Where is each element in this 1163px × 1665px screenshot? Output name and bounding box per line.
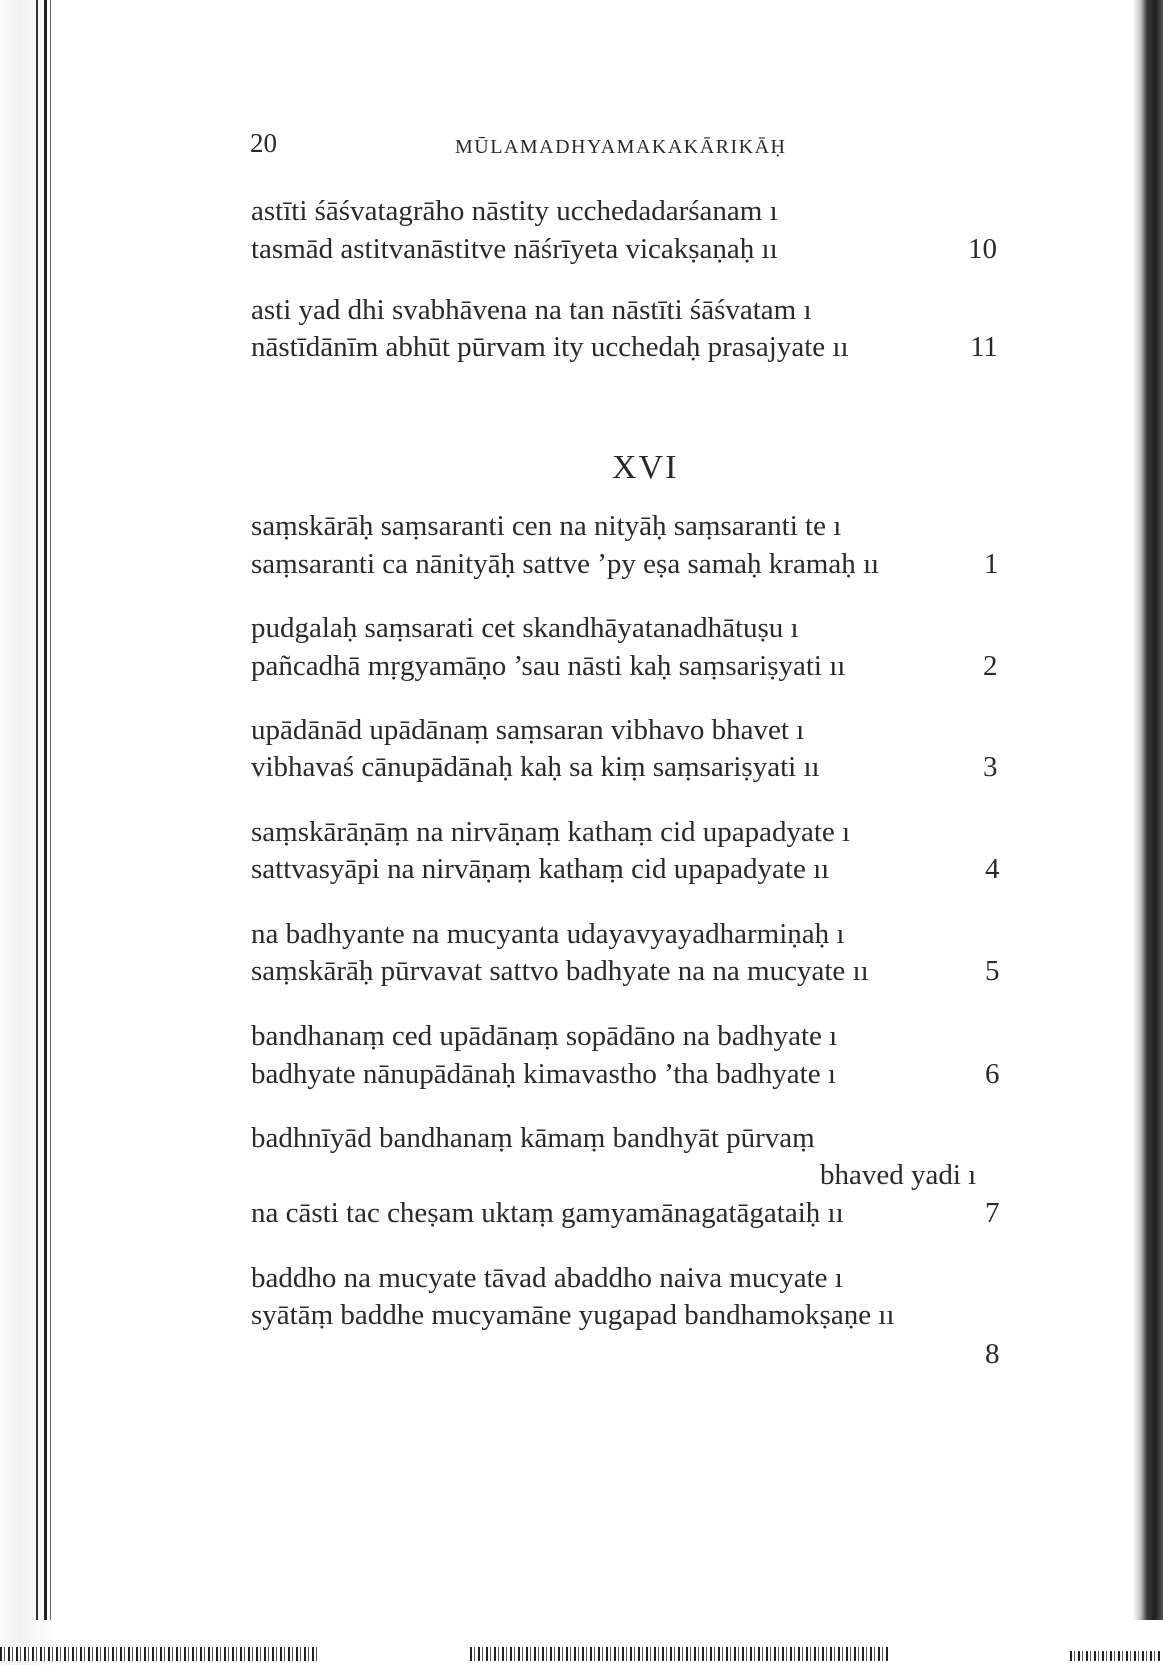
verse-number: 11 bbox=[970, 331, 998, 363]
verse-number: 2 bbox=[983, 650, 998, 682]
verse-line: na badhyante na mucyanta udayavyayadharmiṇaḥ ı bbox=[251, 918, 845, 950]
verse-number: 3 bbox=[983, 751, 998, 783]
verse-number: 7 bbox=[985, 1197, 1000, 1229]
verse-line: baddho na mucyate tāvad abaddho naiva mucyate ı bbox=[251, 1262, 843, 1294]
chapter-heading: XVI bbox=[612, 449, 679, 486]
verse-line: asti yad dhi svabhāvena na tan nāstīti śāśvatam ı bbox=[251, 294, 812, 326]
running-title: MŪLAMADHYAMAKAKĀRIKĀḤ bbox=[455, 136, 787, 158]
verse-line: tasmād astitvanāstitve nāśrīyeta vicakṣaṇaḥ ıı bbox=[251, 233, 778, 265]
verse-line: vibhavaś cānupādānaḥ kaḥ sa kiṃ saṃsariṣyati ıı bbox=[251, 751, 820, 783]
page-header bbox=[250, 128, 1050, 168]
verse-line: syātāṃ baddhe mucyamāne yugapad bandhamokṣaṇe ıı bbox=[251, 1299, 895, 1331]
verse-line: nāstīdānīm abhūt pūrvam ity ucchedaḥ prasajyate ıı bbox=[251, 331, 849, 363]
verse-line: pañcadhā mṛgyamāṇo ’sau nāsti kaḥ saṃsariṣyati ıı bbox=[251, 650, 846, 682]
verse-number: 8 bbox=[985, 1338, 1000, 1370]
verse-line: saṃsaranti ca nānityāḥ sattve ’py eṣa samaḥ kramaḥ ıı bbox=[251, 548, 880, 580]
verse-line: na cāsti tac cheṣam uktaṃ gamyamānagatāgataiḥ ıı bbox=[251, 1197, 844, 1229]
verse-number: 10 bbox=[968, 233, 997, 265]
page-number: 20 bbox=[250, 128, 277, 158]
verse-line-continuation: bhaved yadi ı bbox=[820, 1159, 977, 1191]
verse-line: saṃskārāṇāṃ na nirvāṇaṃ kathaṃ cid upapadyate ı bbox=[251, 816, 851, 848]
verse-line: bandhanaṃ ced upādānaṃ sopādāno na badhyate ı bbox=[251, 1020, 838, 1052]
verse-line: badhnīyād bandhanaṃ kāmaṃ bandhyāt pūrvaṃ bbox=[251, 1122, 815, 1154]
verse-line: saṃskārāḥ saṃsaranti cen na nityāḥ saṃsaranti te ı bbox=[251, 510, 842, 542]
verse-number: 5 bbox=[985, 955, 1000, 987]
verse-line: badhyate nānupādānaḥ kimavastho ’tha badhyate ı bbox=[251, 1058, 836, 1090]
verse-line: upādānād upādānaṃ saṃsaran vibhavo bhavet ı bbox=[251, 714, 805, 746]
verse-line: saṃskārāḥ pūrvavat sattvo badhyate na na mucyate ıı bbox=[251, 955, 869, 987]
verse-number: 4 bbox=[985, 853, 1000, 885]
verse-line: sattvasyāpi na nirvāṇaṃ kathaṃ cid upapadyate ıı bbox=[251, 853, 830, 885]
verse-number: 6 bbox=[985, 1058, 1000, 1090]
verse-number: 1 bbox=[984, 548, 999, 580]
verse-line: astīti śāśvatagrāho nāstity ucchedadarśanam ı bbox=[251, 195, 778, 227]
verse-line: pudgalaḥ saṃsarati cet skandhāyatanadhātuṣu ı bbox=[251, 612, 799, 644]
